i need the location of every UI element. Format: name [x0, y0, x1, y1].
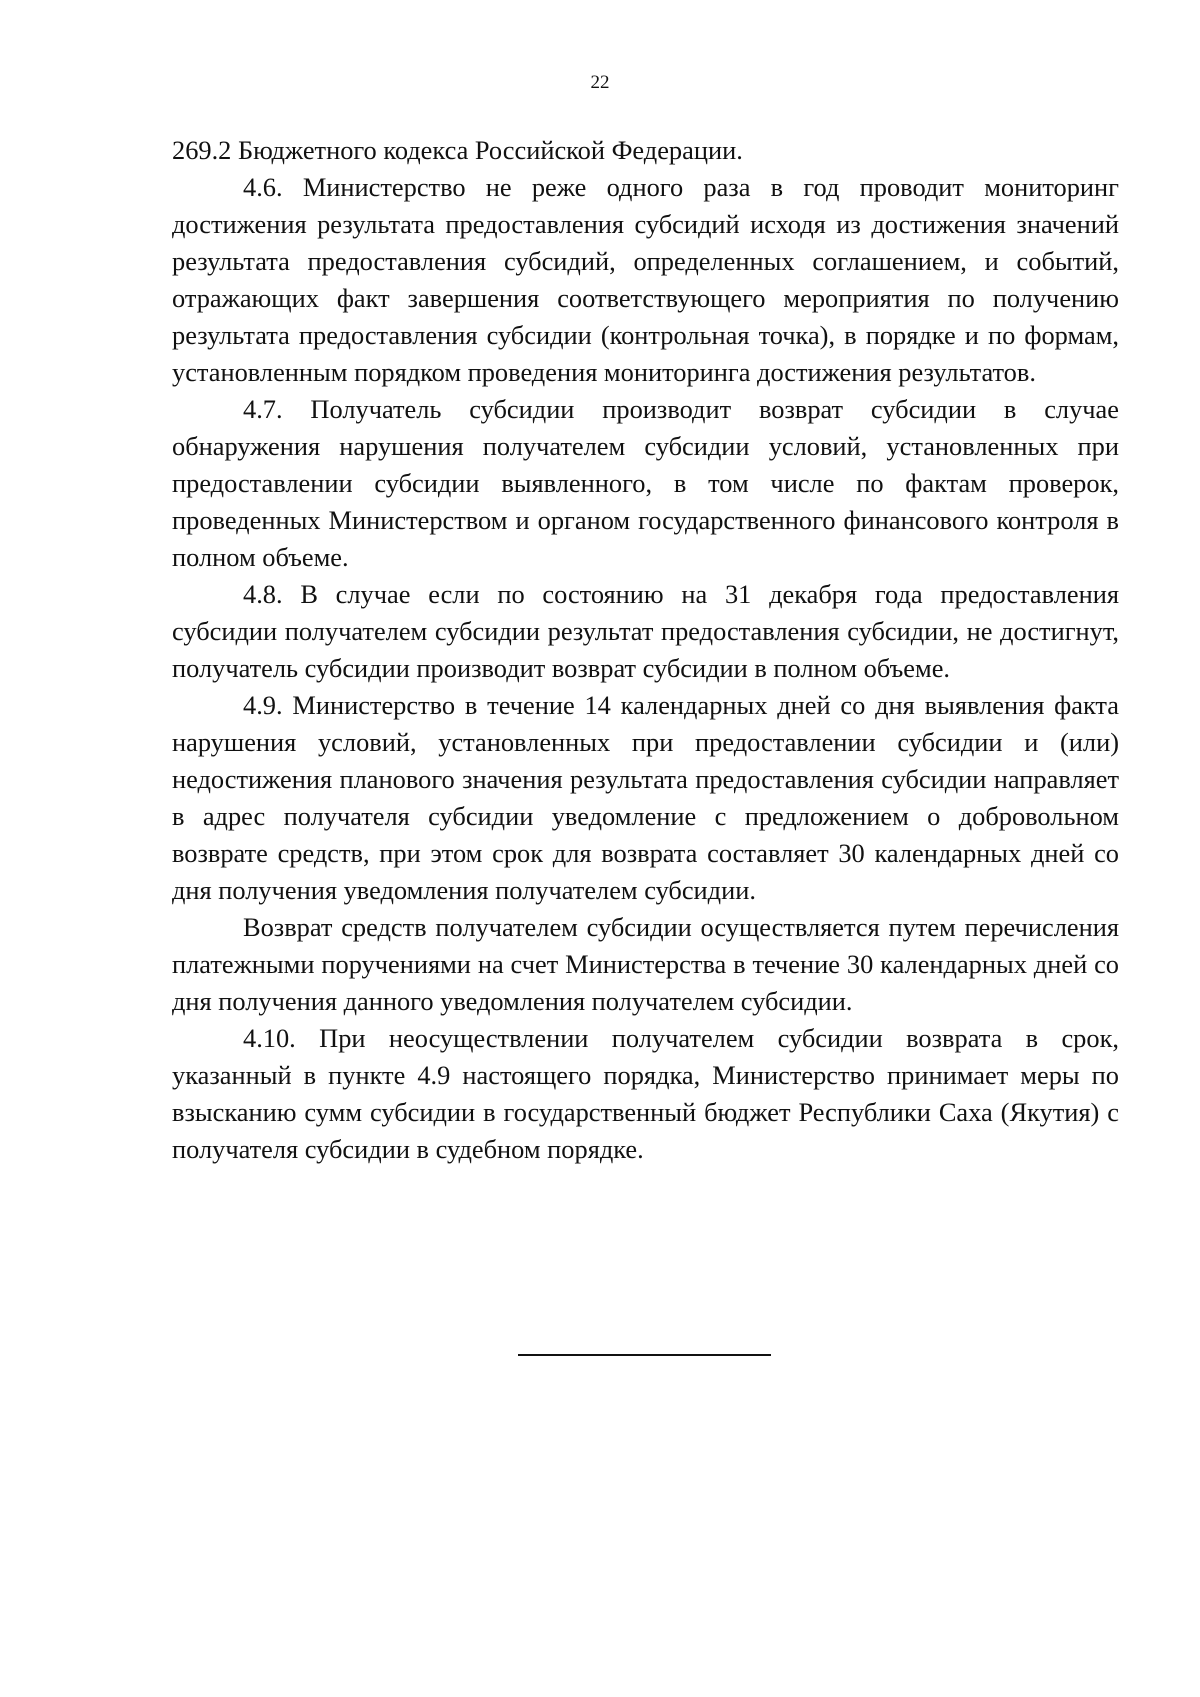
paragraph-4-9: 4.9. Министерство в течение 14 календарных дней со дня выявления факта нарушения условий, установленных при предоставлении субсидии и (или) недостижения планового значения результата предоставления субсидии направляет в адрес получателя субсидии уведомление с предложением о добровольном возврате средств, при этом срок для возврата составляет 30 календарных дней со дня получения уведомления получателем субсидии.	[172, 690, 1119, 905]
paragraph-continuation: 269.2 Бюджетного кодекса Российской Федерации.	[172, 135, 743, 165]
paragraph-refund-procedure: Возврат средств получателем субсидии осуществляется путем перечисления платежными поручениями на счет Министерства в течение 30 календарных дней со дня получения данного уведомления получателем субсидии.	[172, 912, 1119, 1016]
paragraph-4-8: 4.8. В случае если по состоянию на 31 декабря года предоставления субсидии получателем субсидии результат предоставления субсидии, не достигнут, получатель субсидии производит возврат субсидии в полном объеме.	[172, 579, 1119, 683]
document-body	[172, 132, 1119, 1168]
paragraph-4-6: 4.6. Министерство не реже одного раза в год проводит мониторинг достижения результата предоставления субсидий исходя из достижения значений результата предоставления субсидий, определенных соглашением, и событий, отражающих факт завершения соответствующего мероприятия по получению результата предоставления субсидии (контрольная точка), в порядке и по формам, установленным порядком проведения мониторинга достижения результатов.	[172, 172, 1119, 387]
end-of-document-line	[518, 1354, 771, 1356]
paragraph-4-7: 4.7. Получатель субсидии производит возврат субсидии в случае обнаружения нарушения получателем субсидии условий, установленных при предоставлении субсидии выявленного, в том числе по фактам проверок, проведенных Министерством и органом государственного финансового контроля в полном объеме.	[172, 394, 1119, 572]
page-number: 22	[590, 72, 610, 93]
paragraph-4-10: 4.10. При неосуществлении получателем субсидии возврата в срок, указанный в пункте 4.9 настоящего порядка, Министерство принимает меры по взысканию сумм субсидии в государственный бюджет Республики Саха (Якутия) с получателя субсидии в судебном порядке.	[172, 1023, 1119, 1164]
